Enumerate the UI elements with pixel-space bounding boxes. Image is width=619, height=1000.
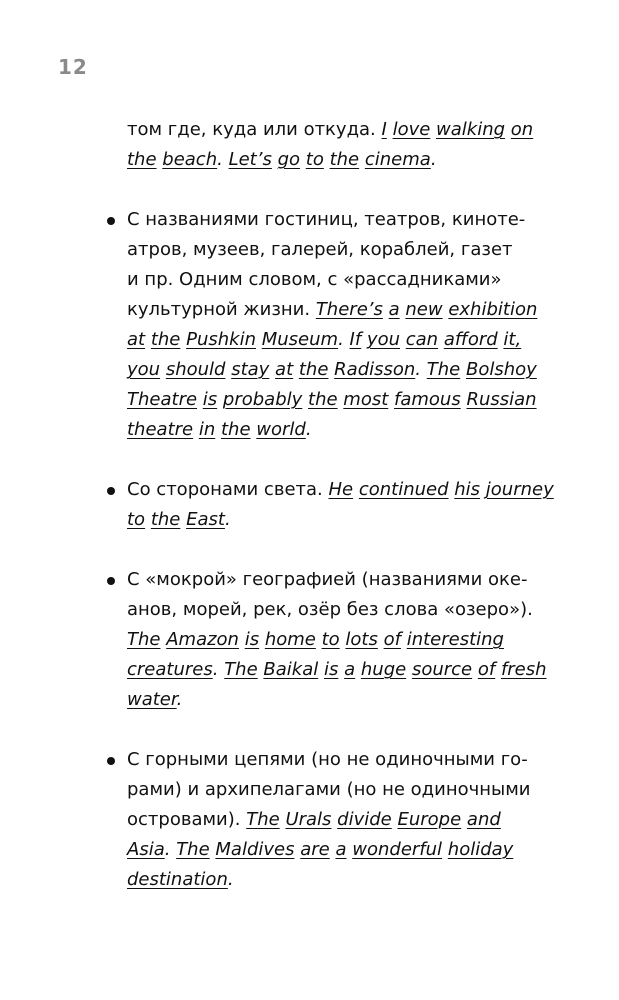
- text-line: [127, 325, 547, 355]
- english-example-word: journey: [485, 479, 554, 500]
- russian-text: островами).: [127, 809, 247, 830]
- english-example-word: beach: [162, 149, 218, 170]
- english-example-word: The: [246, 809, 280, 830]
- english-example-word: love: [392, 119, 431, 140]
- english-example-word: holiday: [447, 839, 514, 860]
- english-example-word: in: [198, 419, 216, 440]
- russian-text: С «мокрой» географией (названиями оке-: [127, 569, 528, 590]
- text-line: [127, 685, 547, 715]
- text-line: [127, 415, 547, 445]
- english-example-word: walking: [436, 119, 506, 140]
- example-punctuation: .: [305, 419, 312, 440]
- english-example-word: Amazon: [166, 629, 239, 650]
- english-example-word: at: [127, 329, 146, 350]
- english-example-word: Europe: [397, 809, 462, 830]
- english-example-word: Baikal: [263, 659, 319, 680]
- english-example-word: interesting: [406, 629, 504, 650]
- english-example-word: go: [277, 149, 301, 170]
- text-line: [127, 265, 547, 295]
- example-punctuation: .: [338, 329, 350, 350]
- english-example-word: a: [335, 839, 347, 860]
- english-example-word: should: [165, 359, 226, 380]
- bullet-item: [127, 565, 547, 715]
- text-line: [127, 385, 547, 415]
- english-example-word: exhibition: [448, 299, 538, 320]
- english-example-word: The: [127, 629, 161, 650]
- english-example-word: is: [244, 629, 260, 650]
- english-example-word: continued: [358, 479, 449, 500]
- russian-text: Со сторонами света.: [127, 479, 329, 500]
- english-example-word: East: [186, 509, 225, 530]
- english-example-word: divide: [337, 809, 392, 830]
- english-example-word: and: [466, 809, 501, 830]
- english-example-word: lots: [345, 629, 378, 650]
- example-punctuation: .: [164, 839, 177, 860]
- russian-text: атров, музеев, галерей, кораблей, газет: [127, 239, 513, 260]
- russian-text: С названиями гостиниц, театров, киноте-: [127, 209, 526, 230]
- english-example-word: Asia: [127, 839, 165, 860]
- english-example-word: Maldives: [215, 839, 295, 860]
- english-example-word: cinema: [364, 149, 431, 170]
- english-example-word: water: [127, 689, 177, 710]
- english-example-word: Let’s: [228, 149, 272, 170]
- english-example-word: The: [224, 659, 258, 680]
- bullet-point-icon: [107, 757, 115, 765]
- english-example-word: at: [275, 359, 294, 380]
- english-example-word: the: [127, 149, 157, 170]
- russian-text: и пр. Одним словом, с «рассадниками»: [127, 269, 502, 290]
- bullet-item: [127, 475, 554, 535]
- english-example-word: Russian: [466, 389, 537, 410]
- text-line: [127, 355, 547, 385]
- english-example-word: to: [127, 509, 146, 530]
- english-example-word: is: [202, 389, 218, 410]
- russian-text: анов, морей, рек, озёр без слова «озеро»).: [127, 599, 533, 620]
- english-example-word: destination: [127, 869, 228, 890]
- english-example-word: creatures: [127, 659, 213, 680]
- text-line: [127, 595, 547, 625]
- example-punctuation: .: [227, 869, 234, 890]
- text-line: [127, 505, 547, 535]
- english-example-word: I: [381, 119, 387, 140]
- bullet-item: [127, 205, 547, 445]
- english-example-word: of: [477, 659, 496, 680]
- english-example-word: Radisson: [334, 359, 416, 380]
- example-punctuation: .: [415, 359, 427, 380]
- example-punctuation: .: [217, 149, 229, 170]
- english-example-word: a: [388, 299, 400, 320]
- text-line: [127, 475, 554, 505]
- example-punctuation: .: [430, 149, 437, 170]
- text-line: [127, 655, 547, 685]
- english-example-word: The: [426, 359, 461, 380]
- bullet-point-icon: [107, 487, 115, 495]
- example-punctuation: .: [212, 659, 225, 680]
- english-example-word: Bolshoy: [465, 359, 537, 380]
- text-line: [127, 625, 547, 655]
- text-line: [127, 295, 547, 325]
- english-example-word: most: [343, 389, 389, 410]
- english-example-word: you: [127, 359, 161, 380]
- english-example-word: afford: [443, 329, 498, 350]
- english-example-word: the: [329, 149, 360, 170]
- english-example-word: his: [454, 479, 481, 500]
- english-example-word: is: [323, 659, 339, 680]
- english-example-word: wonderful: [352, 839, 443, 860]
- english-example-word: the: [298, 359, 329, 380]
- english-example-word: on: [510, 119, 534, 140]
- english-example-word: the: [308, 389, 338, 410]
- bullet-point-icon: [107, 217, 115, 225]
- russian-text: том где, куда или откуда.: [127, 119, 382, 140]
- text-line: [127, 865, 547, 895]
- english-example-word: He: [328, 479, 354, 500]
- text-line: [127, 115, 547, 145]
- english-example-word: it,: [503, 329, 522, 350]
- english-example-word: home: [264, 629, 316, 650]
- english-example-word: the: [150, 329, 181, 350]
- russian-text: рами) и архипелагами (но не одиночными: [127, 779, 531, 800]
- text-line: [127, 235, 547, 265]
- english-example-word: stay: [231, 359, 270, 380]
- english-example-word: Urals: [285, 809, 332, 830]
- russian-text: культурной жизни.: [127, 299, 316, 320]
- text-line: [127, 565, 547, 595]
- text-line: [127, 835, 547, 865]
- text-line: [127, 775, 547, 805]
- bullet-item: [127, 745, 547, 895]
- english-example-word: fresh: [500, 659, 547, 680]
- english-example-word: world: [256, 419, 306, 440]
- english-example-word: Pushkin: [186, 329, 256, 350]
- english-example-word: of: [383, 629, 401, 650]
- english-example-word: are: [300, 839, 330, 860]
- example-punctuation: .: [224, 509, 231, 530]
- english-example-word: theatre: [127, 419, 194, 440]
- russian-text: С горными цепями (но не одиночными го-: [127, 749, 528, 770]
- english-example-word: to: [321, 629, 340, 650]
- example-punctuation: .: [176, 689, 183, 710]
- english-example-word: the: [150, 509, 181, 530]
- english-example-word: There’s: [315, 299, 383, 320]
- bullet-point-icon: [107, 577, 115, 585]
- english-example-word: a: [344, 659, 356, 680]
- english-example-word: you: [366, 329, 400, 350]
- english-example-word: Theatre: [127, 389, 198, 410]
- text-line: [127, 805, 547, 835]
- page-number: 12: [58, 55, 88, 79]
- text-line: [127, 145, 547, 175]
- page-content: [127, 115, 554, 895]
- text-line: [127, 745, 547, 775]
- english-example-word: can: [405, 329, 439, 350]
- english-example-word: huge: [360, 659, 407, 680]
- english-example-word: If: [349, 329, 362, 350]
- english-example-word: Museum: [261, 329, 339, 350]
- english-example-word: new: [405, 299, 443, 320]
- english-example-word: probably: [222, 389, 303, 410]
- english-example-word: The: [176, 839, 210, 860]
- english-example-word: famous: [394, 389, 461, 410]
- english-example-word: the: [221, 419, 251, 440]
- paragraph: [127, 115, 547, 175]
- english-example-word: source: [411, 659, 473, 680]
- text-line: [127, 205, 547, 235]
- english-example-word: to: [305, 149, 324, 170]
